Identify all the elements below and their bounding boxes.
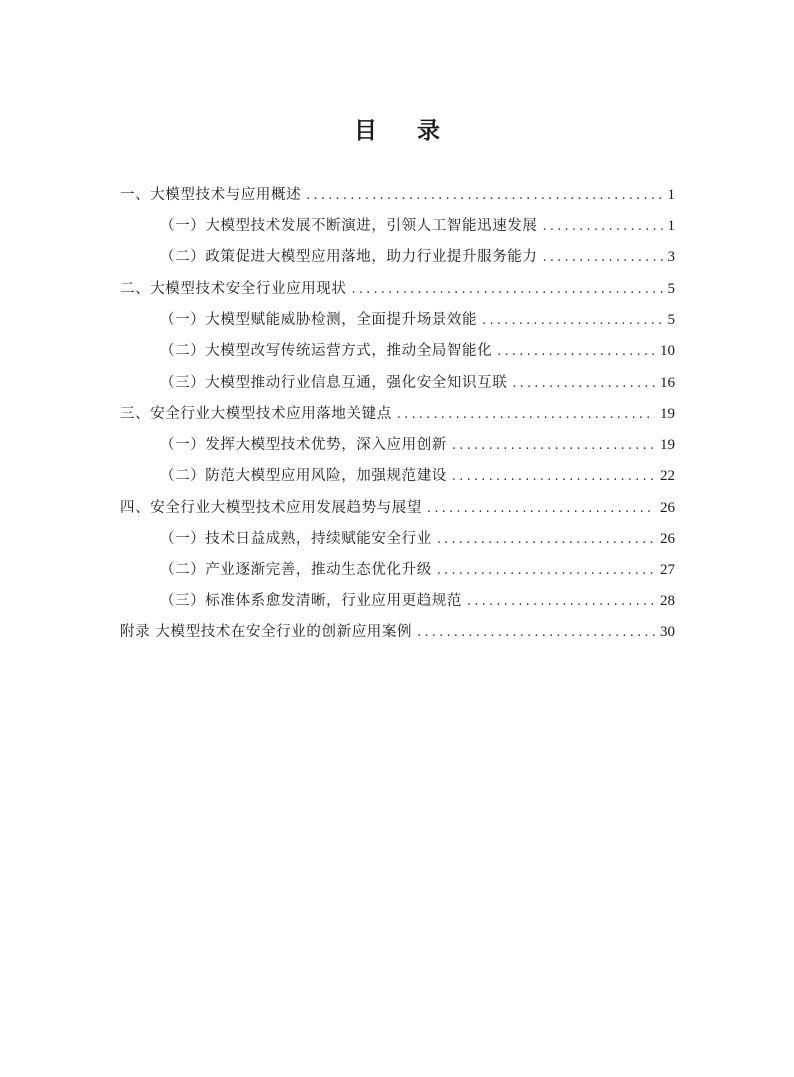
toc-entry-title: 三、安全行业大模型技术应用落地关键点: [120, 406, 392, 422]
toc-entry-page: 19: [660, 406, 675, 422]
page-title: 目 录: [353, 118, 456, 145]
toc-entry-page: 26: [660, 531, 675, 547]
toc-entry[interactable]: [160, 524, 675, 554]
toc-entry[interactable]: [160, 211, 675, 241]
toc-entry-title: 四、安全行业大模型技术应用发展趋势与展望: [120, 500, 422, 516]
toc-entry-page: 10: [660, 343, 675, 359]
toc-entry[interactable]: [160, 430, 675, 460]
toc-entry-page: 27: [660, 562, 675, 578]
toc-dot-leader: [452, 431, 655, 461]
toc-entry-title: （一）技术日益成熟，持续赋能安全行业: [160, 531, 432, 547]
toc-dot-leader: [417, 618, 655, 648]
toc-dot-leader: [437, 525, 655, 555]
toc-entry-title: （三）标准体系愈发清晰，行业应用更趋规范: [160, 593, 462, 609]
toc-entry[interactable]: [160, 336, 675, 366]
toc-entry-title: （二）产业逐渐完善，推动生态优化升级: [160, 562, 432, 578]
toc-dot-leader: [452, 462, 655, 492]
toc-dot-leader: [352, 275, 663, 305]
toc-dot-leader: [543, 243, 663, 273]
toc-entry-title: 二、大模型技术安全行业应用现状: [120, 281, 347, 297]
toc-entry-title: （二）防范大模型应用风险，加强规范建设: [160, 468, 447, 484]
toc-entry[interactable]: [120, 274, 675, 304]
toc-entry-page: 19: [660, 437, 675, 453]
toc-entry-page: 1: [667, 187, 675, 203]
toc-entry-title: （二）政策促进大模型应用落地，助力行业提升服务能力: [160, 249, 538, 265]
toc-entry-page: 5: [667, 281, 675, 297]
toc-entry-page: 28: [660, 593, 675, 609]
toc-dot-leader: [397, 400, 655, 430]
toc-entry-title: 附录 大模型技术在安全行业的创新应用案例: [120, 624, 413, 640]
toc-entry-title: （三）大模型推动行业信息互通，强化安全知识互联: [160, 375, 508, 391]
toc-dot-leader: [306, 181, 662, 211]
toc-dot-leader: [467, 587, 655, 617]
toc-entry[interactable]: [160, 305, 675, 335]
toc-entry[interactable]: [120, 399, 675, 429]
toc-entry[interactable]: [120, 180, 675, 210]
toc-entry-title: 一、大模型技术与应用概述: [120, 187, 302, 203]
toc-entry-page: 3: [667, 249, 675, 265]
toc-entry-title: （一）大模型技术发展不断演进，引领人工智能迅速发展: [160, 218, 538, 234]
toc-entry-page: 1: [667, 218, 675, 234]
toc-dot-leader: [512, 369, 655, 399]
toc-dot-leader: [497, 337, 655, 367]
toc-dot-leader: [437, 556, 655, 586]
toc-entry[interactable]: [120, 493, 675, 523]
toc-entry[interactable]: [120, 617, 675, 647]
toc-entry-title: （一）发挥大模型技术优势，深入应用创新: [160, 437, 447, 453]
toc-dot-leader: [543, 212, 663, 242]
toc-entry-title: （二）大模型改写传统运营方式，推动全局智能化: [160, 343, 493, 359]
toc-dot-leader: [482, 306, 662, 336]
toc-entry[interactable]: [160, 461, 675, 491]
toc-entry-page: 5: [667, 312, 675, 328]
toc-entry-page: 16: [660, 375, 675, 391]
toc-entry-page: 26: [660, 500, 675, 516]
toc-entry-title: （一）大模型赋能威胁检测，全面提升场景效能: [160, 312, 478, 328]
toc-dot-leader: [427, 494, 655, 524]
toc-entry[interactable]: [160, 242, 675, 272]
toc-entry-page: 30: [660, 624, 675, 640]
toc-entry-page: 22: [660, 468, 675, 484]
toc-entry[interactable]: [160, 555, 675, 585]
toc-entry[interactable]: [160, 586, 675, 616]
toc-entry[interactable]: [160, 368, 675, 398]
